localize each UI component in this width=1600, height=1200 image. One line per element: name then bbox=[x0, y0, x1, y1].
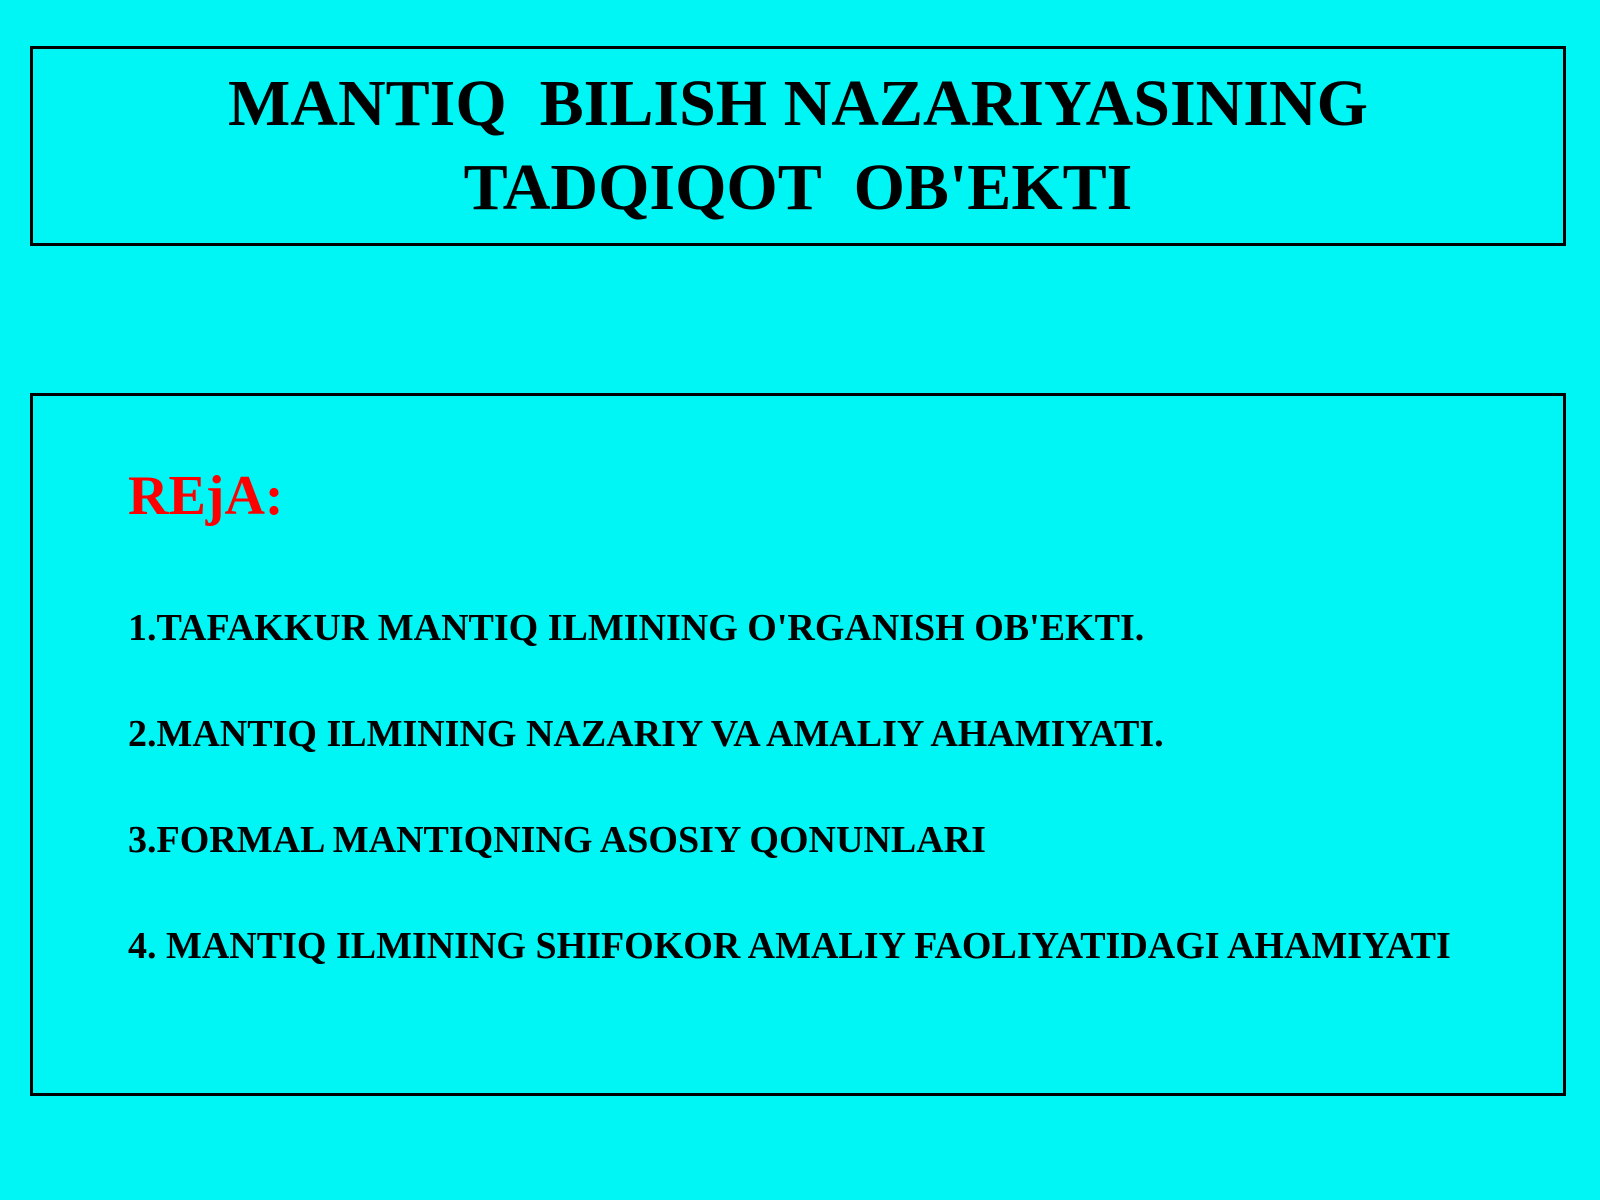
title-line-2: TADQIQOT OB'EKTI bbox=[463, 151, 1133, 224]
plan-box bbox=[30, 393, 1566, 1096]
plan-item-4: 4. MANTIQ ILMINING SHIFOKOR AMALIY FAOLIYATIDAGI AHAMIYATI bbox=[128, 925, 1451, 967]
plan-heading: REjA: bbox=[128, 465, 284, 527]
plan-item-2: 2.MANTIQ ILMINING NAZARIY VA AMALIY AHAMIYATI. bbox=[128, 713, 1164, 755]
plan-item-3: 3.FORMAL MANTIQNING ASOSIY QONUNLARI bbox=[128, 819, 986, 861]
title-line-1: MANTIQ BILISH NAZARIYASINING bbox=[228, 67, 1368, 140]
plan-item-1: 1.TAFAKKUR MANTIQ ILMINING O'RGANISH OB'EKTI. bbox=[128, 607, 1145, 649]
plan-list bbox=[50, 602, 1546, 973]
title-box bbox=[30, 46, 1566, 246]
